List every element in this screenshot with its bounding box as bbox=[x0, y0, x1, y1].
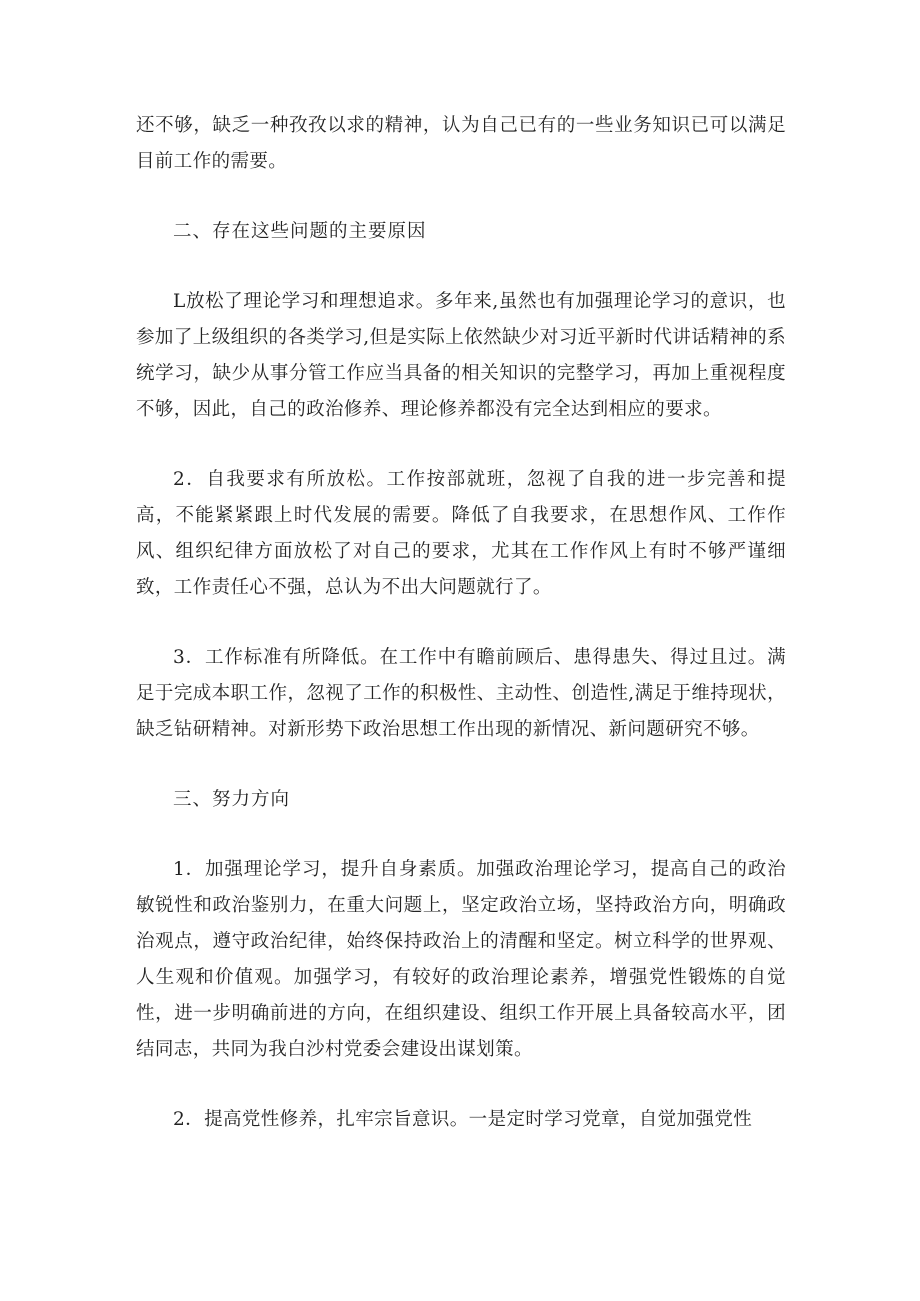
paragraph-direction-2: 2．提高党性修养，扎牢宗旨意识。一是定时学习党章，自觉加强党性 bbox=[173, 1109, 753, 1130]
paragraph-cause-3: 3．工作标准有所降低。在工作中有瞻前顾后、患得患失、得过且过。满足于完成本职工作，忽视了工作的积极性、主动性、创造性,满足于维持现状，缺乏钻研精神。对新形势下政治思想工作出现的新情况、新问题研究不够。 bbox=[136, 647, 786, 740]
document-body bbox=[136, 108, 786, 1138]
paragraph-cause-1: L放松了理论学习和理想追求。多年来,虽然也有加强理论学习的意识，也参加了上级组织的各类学习,但是实际上依然缺少对习近平新时代讲话精神的系统学习，缺少从事分管工作应当具备的相关知识的完整学习，再加上重视程度不够，因此，自己的政治修养、理论修养都没有完全达到相应的要求。 bbox=[136, 291, 786, 420]
paragraph-continuation: 还不够，缺乏一种孜孜以求的精神，认为自己已有的一些业务知识已可以满足目前工作的需要。 bbox=[136, 115, 786, 172]
section-heading-direction: 三、努力方向 bbox=[173, 789, 291, 810]
section-heading-causes: 二、存在这些问题的主要原因 bbox=[173, 221, 427, 242]
paragraph-direction-1: 1．加强理论学习，提升自身素质。加强政治理论学习，提高自己的政治敏锐性和政治鉴别力，在重大问题上，坚定政治立场，坚持政治方向，明确政治观点，遵守政治纪律，始终保持政治上的清醒和坚定。树立科学的世界观、人生观和价值观。加强学习，有较好的政治理论素养，增强党性锻炼的自觉性，进一步明确前进的方向，在组织建设、组织工作开展上具备较高水平，团结同志，共同为我白沙村党委会建设出谋划策。 bbox=[136, 859, 786, 1060]
paragraph-cause-2: 2．自我要求有所放松。工作按部就班，忽视了自我的进一步完善和提高，不能紧紧跟上时代发展的需要。降低了自我要求，在思想作风、工作作风、组织纪律方面放松了对自己的要求，尤其在工作作风上有时不够严谨细致，工作责任心不强，总认为不出大问题就行了。 bbox=[136, 469, 786, 598]
